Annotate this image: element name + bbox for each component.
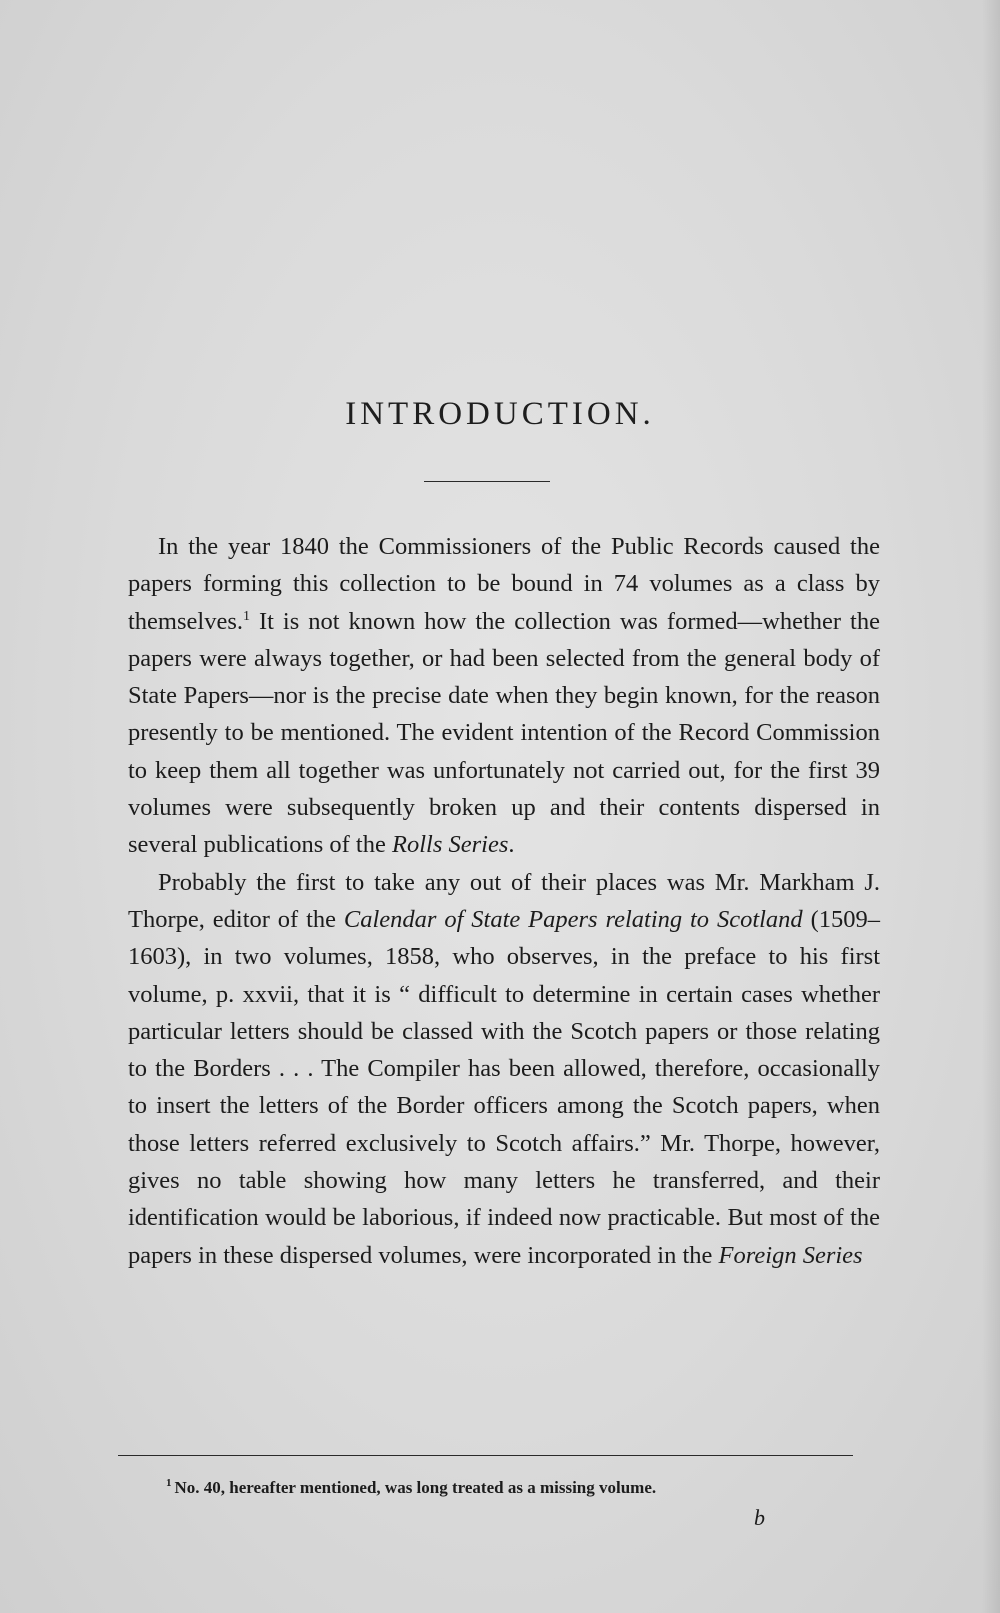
title-rule bbox=[424, 481, 550, 482]
text-segment: Probably the first to take any out of their places was Mr. Markham J. Thorpe, editor of the bbox=[128, 868, 880, 933]
footnote-text: No. 40, hereafter mentioned, was long treated as a missing volume. bbox=[174, 1478, 657, 1497]
footnote-rule bbox=[118, 1455, 853, 1456]
body-text bbox=[128, 528, 880, 1274]
signature-mark: b bbox=[754, 1505, 765, 1530]
page-edge-shadow bbox=[982, 0, 1000, 1613]
text-segment: . bbox=[508, 831, 515, 859]
paragraph bbox=[128, 528, 880, 864]
footnote bbox=[166, 1478, 866, 1498]
paragraph bbox=[128, 864, 880, 1274]
italic-title: Calendar of State Papers relating to Scotland bbox=[343, 905, 803, 933]
italic-title: Foreign Series bbox=[718, 1241, 863, 1269]
italic-title: Rolls Series bbox=[391, 831, 509, 859]
footnote-reference: 1 bbox=[243, 608, 250, 624]
text-segment: In the year 1840 the Commissioners of the Public Records caused the papers forming this collection to be bound in 74 volumes as a class by themselves. bbox=[128, 533, 880, 635]
text-segment: (1509–1603), in two volumes, 1858, who observes, in the preface to his first volume, p. xxvii, that it is “ difficult to determine in certain cases whether particular letters should be classed with the Scotch papers or those relating to the Borders . . . The Compiler has been allowed, therefore, occasionally to insert the letters of the Border officers among the Scotch papers, when those letters referred exclusively to Scotch affairs.” Mr. Thorpe, however, gives no table showing how many letters he transferred, and their identification would be laborious, if indeed now practicable. But most of the papers in these dispersed volumes, were incorporated in the bbox=[128, 905, 880, 1269]
page-title: INTRODUCTION. bbox=[345, 396, 655, 432]
footnote-marker: 1 bbox=[166, 1477, 172, 1490]
text-segment: It is not known how the collection was formed—whether the papers were always together, or had been selected from the general body of State Papers—nor is the precise date when they begin known, for the reason presently to be mentioned. The evident intention of the Record Commission to keep them all together was unfortunately not carried out, for the first 39 volumes were subsequently broken up and their contents dispersed in several publications of the bbox=[128, 607, 880, 859]
